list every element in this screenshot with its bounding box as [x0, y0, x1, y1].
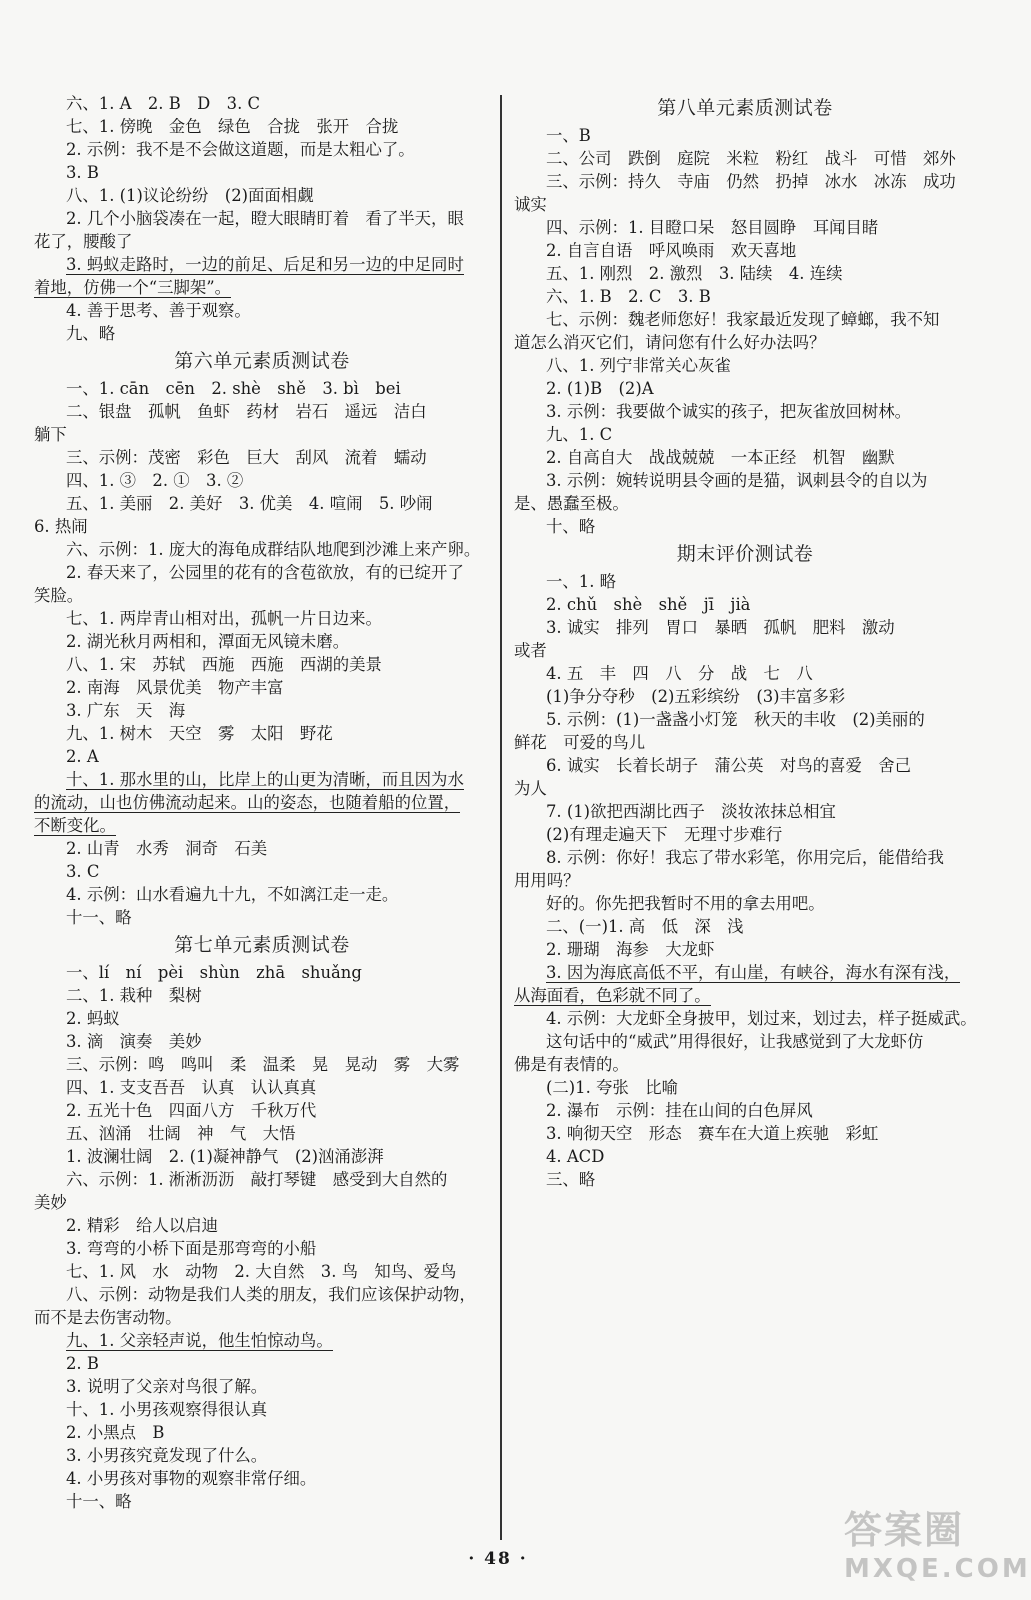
section-title: 第七单元素质测试卷 — [174, 934, 350, 956]
section-title: 第八单元素质测试卷 — [657, 97, 833, 119]
answer-line: 2. B — [66, 1354, 99, 1373]
answer-line: 躺下 — [34, 425, 67, 444]
answer-line: 1. 波澜壮阔 2. (1)凝神静气 (2)汹涌澎湃 — [66, 1147, 384, 1166]
answer-line: 六、示例：1. 淅淅沥沥 敲打琴键 感受到大自然的 — [66, 1170, 448, 1189]
answer-line: (二)1. 夸张 比喻 — [546, 1078, 678, 1097]
answer-line: 四、1. ③ 2. ① 3. ② — [66, 471, 244, 490]
answer-line: 九、1. 树木 天空 雾 太阳 野花 — [66, 724, 333, 743]
answer-line: 十一、略 — [66, 1492, 132, 1511]
answer-line: 2. 示例：我不是不会做这道题，而是太粗心了。 — [66, 140, 415, 159]
answer-line — [34, 768, 490, 791]
answer-line: 2. A — [66, 747, 99, 766]
underlined-answer: 九、1. 父亲轻声说，他生怕惊动鸟。 — [66, 1331, 333, 1350]
answer-line: 七、1. 风 水 动物 2. 大自然 3. 鸟 知鸟、爱鸟 — [66, 1262, 457, 1281]
answer-line: 4. 示例：山水看遍九十九，不如漓江走一走。 — [66, 885, 399, 904]
answer-line: 好的。你先把我暂时不用的拿去用吧。 — [546, 894, 825, 913]
answer-line: 诚实 — [514, 195, 547, 214]
answer-line: 八、1. 列宁非常关心灰雀 — [546, 356, 731, 375]
answer-line: 二、1. 栽种 梨树 — [66, 986, 202, 1005]
answer-line: 3. 小男孩究竟发现了什么。 — [66, 1446, 268, 1465]
answer-line: 4. ACD — [546, 1147, 605, 1166]
answer-line: 8. 示例：你好！我忘了带水彩笔，你用完后，能借给我 — [546, 848, 944, 867]
answer-line: 2. 自高自大 战战兢兢 一本正经 机智 幽默 — [546, 448, 895, 467]
answer-line: 3. 示例：婉转说明县令画的是猫，讽刺县令的自以为 — [546, 471, 928, 490]
underlined-answer: 的流动，山也仿佛流动起来。山的姿态，也随着船的位置， — [34, 793, 461, 812]
answer-line: 十、略 — [546, 517, 596, 536]
answer-line: 四、示例：1. 目瞪口呆 怒目圆睁 耳闻目睹 — [546, 218, 879, 237]
answer-line: 2. 山青 水秀 洞奇 石美 — [66, 839, 268, 858]
answer-line: 2. 几个小脑袋凑在一起，瞪大眼睛盯着 看了半天，眼 — [66, 209, 464, 228]
answer-line: 十一、略 — [66, 908, 132, 927]
answer-line: 2. 精彩 给人以启迪 — [66, 1216, 218, 1235]
answer-line: 2. 蚂蚁 — [66, 1009, 120, 1028]
answer-line: 2. 瀑布 示例：挂在山间的白色屏风 — [546, 1101, 813, 1120]
answer-line: 八、1. (1)议论纷纷 (2)面面相觑 — [66, 186, 314, 205]
watermark-line1: 答案圈 — [844, 1508, 965, 1552]
underlined-answer: 不断变化。 — [34, 816, 116, 835]
watermark-line2: MXQE.COM — [844, 1554, 1031, 1584]
answer-line: 2. 小黑点 B — [66, 1423, 165, 1442]
answer-line: 4. 小男孩对事物的观察非常仔细。 — [66, 1469, 317, 1488]
underlined-answer: 十、1. 那水里的山，比岸上的山更为清晰，而且因为水 — [66, 770, 464, 789]
answer-line: 三、示例：鸣 鸣叫 柔 温柔 晃 晃动 雾 大雾 — [66, 1055, 460, 1074]
answer-line: 佛是有表情的。 — [514, 1055, 629, 1074]
watermark-logo — [844, 1506, 1031, 1590]
answer-line — [34, 253, 490, 276]
underlined-answer: 3. 蚂蚁走路时，一边的前足、后足和另一边的中足同时 — [66, 255, 464, 274]
answer-line: 一、B — [546, 126, 591, 145]
answer-line: 六、示例：1. 庞大的海龟成群结队地爬到沙滩上来产卵。 — [66, 540, 481, 559]
answer-line: 3. 滴 演奏 美妙 — [66, 1032, 202, 1051]
answer-line: 二、银盘 孤帆 鱼虾 药材 岩石 遥远 洁白 — [66, 402, 427, 421]
answer-line: 一、1. cān cēn 2. shè shě 3. bì bei — [66, 379, 401, 398]
answer-line: 道怎么消灭它们，请问您有什么好办法吗？ — [514, 333, 826, 352]
answer-line: 三、略 — [546, 1170, 596, 1189]
answer-line: 6. 热闹 — [34, 517, 88, 536]
answer-line: 2. 五光十色 四面八方 千秋万代 — [66, 1101, 317, 1120]
answer-line: 四、1. 支支吾吾 认真 认认真真 — [66, 1078, 317, 1097]
answer-line — [34, 276, 490, 299]
answer-line: (2)有理走遍天下 无理寸步难行 — [546, 825, 783, 844]
answer-line: 八、示例：动物是我们人类的朋友，我们应该保护动物， — [66, 1285, 476, 1304]
answer-line — [514, 961, 976, 984]
answer-line: 二、(一)1. 高 低 深 浅 — [546, 917, 744, 936]
underlined-answer: 着地，仿佛一个“三脚架”。 — [34, 278, 232, 297]
answer-line: 4. 善于思考、善于观察。 — [66, 301, 251, 320]
answer-line: 笑脸。 — [34, 586, 84, 605]
answer-line — [34, 1329, 490, 1352]
answer-line: 或者 — [514, 641, 547, 660]
answer-line: 这句话中的“威武”用得很好，让我感觉到了大龙虾仿 — [546, 1032, 924, 1051]
answer-line: 4. 示例：大龙虾全身披甲，划过来，划过去，样子挺威武。 — [546, 1009, 977, 1028]
column-divider — [500, 95, 502, 1540]
page-number: · 48 · — [468, 1549, 528, 1569]
answer-line: 九、1. C — [546, 425, 613, 444]
answer-line: 七、1. 两岸青山相对出，孤帆一片日边来。 — [66, 609, 382, 628]
answer-line: 3. 弯弯的小桥下面是那弯弯的小船 — [66, 1239, 317, 1258]
answer-line: 五、汹涌 壮阔 神 气 大悟 — [66, 1124, 296, 1143]
answer-line: 2. 春天来了，公园里的花有的含苞欲放，有的已绽开了 — [66, 563, 464, 582]
left-column — [34, 92, 490, 1513]
answer-line: 鲜花 可爱的鸟儿 — [514, 733, 646, 752]
answer-line: 五、1. 美丽 2. 美好 3. 优美 4. 喧闹 5. 吵闹 — [66, 494, 433, 513]
answer-line: 3. 广东 天 海 — [66, 701, 186, 720]
answer-line: 3. 响彻天空 形态 赛车在大道上疾驰 彩虹 — [546, 1124, 879, 1143]
answer-line: 七、1. 傍晚 金色 绿色 合拢 张开 合拢 — [66, 117, 399, 136]
answer-line: 2. 南海 风景优美 物产丰富 — [66, 678, 284, 697]
answer-line: 5. 示例：(1)一盏盏小灯笼 秋天的丰收 (2)美丽的 — [546, 710, 925, 729]
answer-line: (1)争分夺秒 (2)五彩缤纷 (3)丰富多彩 — [546, 687, 846, 706]
answer-line: 六、1. B 2. C 3. B — [546, 287, 711, 306]
answer-line: 十、1. 小男孩观察得很认真 — [66, 1400, 268, 1419]
section-title: 期末评价测试卷 — [676, 543, 814, 565]
answer-line: 3. 示例：我要做个诚实的孩子，把灰雀放回树林。 — [546, 402, 912, 421]
answer-line: 3. 说明了父亲对鸟很了解。 — [66, 1377, 268, 1396]
answer-line: 一、lí ní pèi shùn zhā shuǎng — [66, 963, 362, 982]
answer-line: 而不是去伤害动物。 — [34, 1308, 182, 1327]
answer-line: 2. 湖光秋月两相和，潭面无风镜未磨。 — [66, 632, 350, 651]
answer-line — [34, 791, 490, 814]
answer-line: 三、示例：茂密 彩色 巨大 刮风 流着 蠕动 — [66, 448, 427, 467]
answer-line: 用用吗？ — [514, 871, 580, 890]
answer-line: 2. 珊瑚 海参 大龙虾 — [546, 940, 715, 959]
answer-line: 八、1. 宋 苏轼 西施 西施 西湖的美景 — [66, 655, 382, 674]
answer-line — [514, 984, 976, 1007]
answer-line: 2. chǔ shè shě jī jià — [546, 595, 751, 614]
section-title: 第六单元素质测试卷 — [174, 350, 350, 372]
answer-line: 7. (1)欲把西湖比西子 淡妆浓抹总相宜 — [546, 802, 836, 821]
answer-line: 2. (1)B (2)A — [546, 379, 654, 398]
answer-line: 4. 五 丰 四 八 分 战 七 八 — [546, 664, 813, 683]
answer-line: 花了，腰酸了 — [34, 232, 133, 251]
answer-line: 五、1. 刚烈 2. 激烈 3. 陆续 4. 连续 — [546, 264, 843, 283]
answer-line: 六、1. A 2. B D 3. C — [66, 94, 261, 113]
answer-line: 美妙 — [34, 1193, 67, 1212]
answer-line: 为人 — [514, 779, 547, 798]
answer-line: 是、愚蠢至极。 — [514, 494, 629, 513]
answer-line: 七、示例：魏老师您好！我家最近发现了蟑螂，我不知 — [546, 310, 940, 329]
answer-line: 3. 诚实 排列 胃口 暴晒 孤帆 肥料 激动 — [546, 618, 895, 637]
answer-line: 3. B — [66, 163, 99, 182]
answer-line: 二、公司 跌倒 庭院 米粒 粉红 战斗 可惜 郊外 — [546, 149, 956, 168]
answer-line: 九、略 — [66, 324, 116, 343]
answer-line — [34, 814, 490, 837]
answer-line: 一、1. 略 — [546, 572, 617, 591]
answer-line: 2. 自言自语 呼风唤雨 欢天喜地 — [546, 241, 797, 260]
answer-line: 三、示例：持久 寺庙 仍然 扔掉 冰水 冰冻 成功 — [546, 172, 956, 191]
underlined-answer: 3. 因为海底高低不平，有山崖，有峡谷，海水有深有浅， — [546, 963, 961, 982]
right-column — [514, 92, 976, 1191]
underlined-answer: 从海面看，色彩就不同了。 — [514, 986, 711, 1005]
answer-line: 3. C — [66, 862, 100, 881]
answer-line: 6. 诚实 长着长胡子 蒲公英 对鸟的喜爱 舍己 — [546, 756, 912, 775]
